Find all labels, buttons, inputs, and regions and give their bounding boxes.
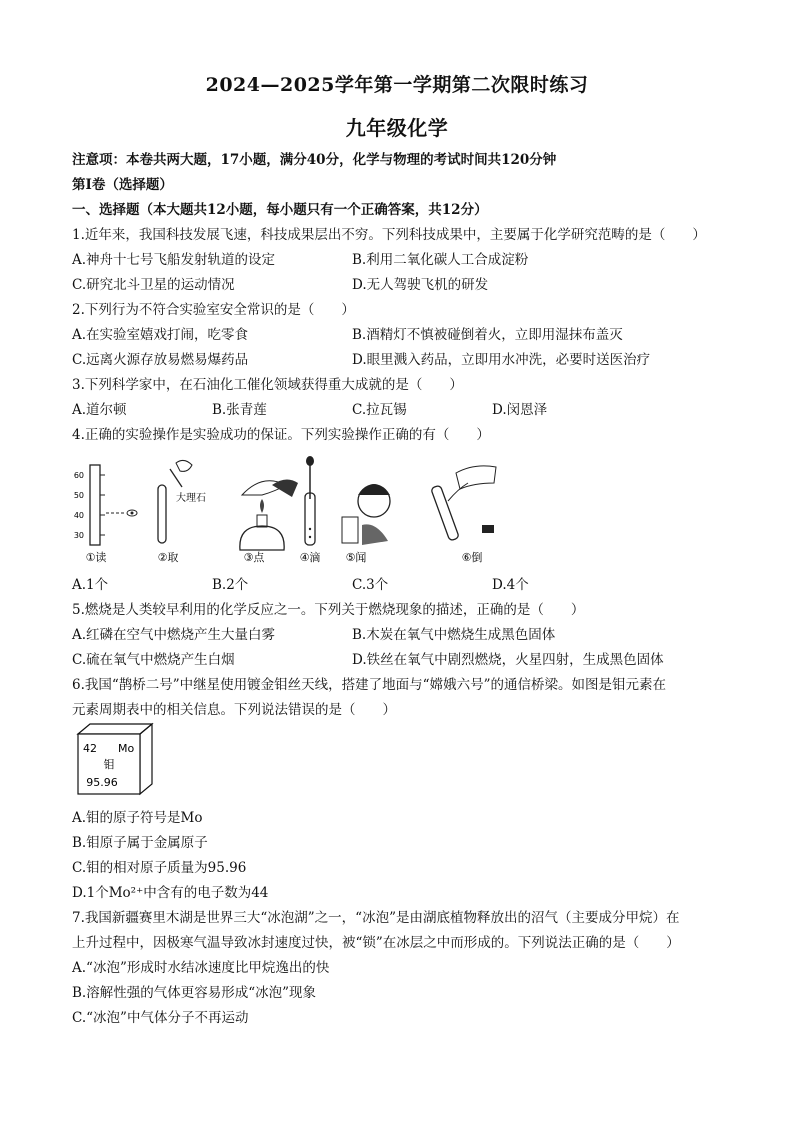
- question-7-stem-line-1: 7.我国新疆赛里木湖是世界三大“冰泡湖”之一，“冰泡”是由湖底植物释放出的沼气（主要成分甲烷）在: [72, 910, 680, 926]
- lab-operations-figure: [72, 455, 512, 565]
- q2-option-d[interactable]: D.眼里溅入药品，立即用水冲洗，必要时送医治疗: [352, 352, 651, 368]
- tick-50: 50: [73, 491, 84, 500]
- dropper-illustration: [305, 456, 315, 545]
- atomic-mass: 95.96: [86, 776, 118, 789]
- q4-option-c[interactable]: C.3个: [352, 577, 389, 593]
- q2-option-b[interactable]: B.酒精灯不慎被碰倒着火，立即用湿抹布盖灭: [352, 327, 623, 343]
- q7-option-b[interactable]: B.溶解性强的气体更容易形成“冰泡”现象: [72, 985, 317, 1001]
- question-2-stem: 2.下列行为不符合实验室安全常识的是（ ）: [72, 302, 355, 318]
- q6-option-d[interactable]: D.1个Mo²⁺中含有的电子数为44: [72, 885, 269, 901]
- q3-option-c[interactable]: C.拉瓦锡: [352, 402, 407, 418]
- notice-text: 注意项：本卷共两大题，17小题，满分40分，化学与物理的考试时间共120分钟: [72, 152, 557, 168]
- question-5-stem: 5.燃烧是人类较早利用的化学反应之一。下列关于燃烧现象的描述，正确的是（ ）: [72, 602, 585, 618]
- tick-30: 30: [73, 531, 84, 540]
- q2-option-a[interactable]: A.在实验室嬉戏打闹，吃零食: [72, 327, 249, 343]
- exam-title: 2024—2025学年第一学期第二次限时练习: [205, 74, 589, 96]
- q5-option-c[interactable]: C.硫在氧气中燃烧产生白烟: [72, 652, 235, 668]
- q2-option-c[interactable]: C.远离火源存放易燃易爆药品: [72, 352, 249, 368]
- section-label: 第Ⅰ卷（选择题）: [72, 177, 173, 193]
- element-symbol: Mo: [118, 742, 135, 755]
- question-3-stem: 3.下列科学家中，在石油化工催化领域获得重大成就的是（ ）: [72, 377, 463, 393]
- fig-label-3: ③点: [243, 551, 265, 564]
- q4-option-d[interactable]: D.4个: [492, 577, 529, 593]
- q5-option-d[interactable]: D.铁丝在氧气中剧烈燃烧，火星四射，生成黑色固体: [352, 652, 664, 668]
- fig-label-6: ⑥倒: [461, 551, 483, 564]
- fig-label-1: ①读: [85, 551, 107, 564]
- tick-40: 40: [73, 511, 84, 520]
- smelling-illustration: [342, 484, 390, 545]
- periodic-table-cell-molybdenum: [72, 720, 158, 800]
- element-name: 钼: [103, 758, 115, 771]
- q4-option-b[interactable]: B.2个: [212, 577, 249, 593]
- q7-option-c[interactable]: C.“冰泡”中气体分子不再运动: [72, 1010, 249, 1026]
- q6-option-c[interactable]: C.钼的相对原子质量为95.96: [72, 860, 247, 876]
- q4-option-a[interactable]: A.1个: [72, 577, 109, 593]
- alcohol-lamp-illustration: [240, 479, 298, 550]
- question-1-stem: 1.近年来，我国科技发展飞速，科技成果层出不穷。下列科技成果中，主要属于化学研究范畴的是（ ）: [72, 227, 706, 243]
- question-4-stem: 4.正确的实验操作是实验成功的保证。下列实验操作正确的有（ ）: [72, 427, 490, 443]
- question-6-stem-line-2: 元素周期表中的相关信息。下列说法错误的是（ ）: [72, 702, 396, 718]
- q1-option-d[interactable]: D.无人驾驶飞机的研发: [352, 277, 489, 293]
- q7-option-a[interactable]: A.“冰泡”形成时水结冰速度比甲烷逸出的快: [72, 960, 330, 976]
- part-heading: 一、选择题（本大题共12小题，每小题只有一个正确答案，共12分）: [72, 202, 488, 218]
- pouring-illustration: [431, 466, 496, 541]
- reading-cylinder-illustration: [74, 465, 137, 545]
- q1-option-b[interactable]: B.利用二氧化碳人工合成淀粉: [352, 252, 529, 268]
- question-6-stem-line-1: 6.我国“鹊桥二号”中继星使用镀金钼丝天线，搭建了地面与“嫦娥六号”的通信桥梁。如图是钼元素在: [72, 677, 666, 693]
- q3-option-b[interactable]: B.张青莲: [212, 402, 267, 418]
- q6-option-b[interactable]: B.钼原子属于金属原子: [72, 835, 208, 851]
- atomic-number: 42: [83, 742, 97, 755]
- exam-subtitle: 九年级化学: [345, 116, 449, 140]
- fig-label-4: ④滴: [299, 551, 321, 564]
- q5-option-a[interactable]: A.红磷在空气中燃烧产生大量白雾: [72, 627, 276, 643]
- q5-option-b[interactable]: B.木炭在氧气中燃烧生成黑色固体: [352, 627, 556, 643]
- fig-label-5: ⑤闻: [345, 551, 367, 564]
- tick-60: 60: [73, 471, 84, 480]
- q3-option-a[interactable]: A.道尔顿: [72, 402, 127, 418]
- question-7-stem-line-2: 上升过程中，因极寒气温导致冰封速度过快，被“锁”在冰层之中而形成的。下列说法正确的是（ ）: [72, 935, 680, 951]
- fig-label-2: ②取: [157, 551, 179, 564]
- q6-option-a[interactable]: A.钼的原子符号是Mo: [72, 810, 203, 826]
- q1-option-c[interactable]: C.研究北斗卫星的运动情况: [72, 277, 235, 293]
- test-tube-marble-illustration: [158, 460, 206, 543]
- marble-label: 大理石: [176, 493, 206, 504]
- q3-option-d[interactable]: D.闵恩泽: [492, 402, 548, 418]
- q1-option-a[interactable]: A.神舟十七号飞船发射轨道的设定: [72, 252, 276, 268]
